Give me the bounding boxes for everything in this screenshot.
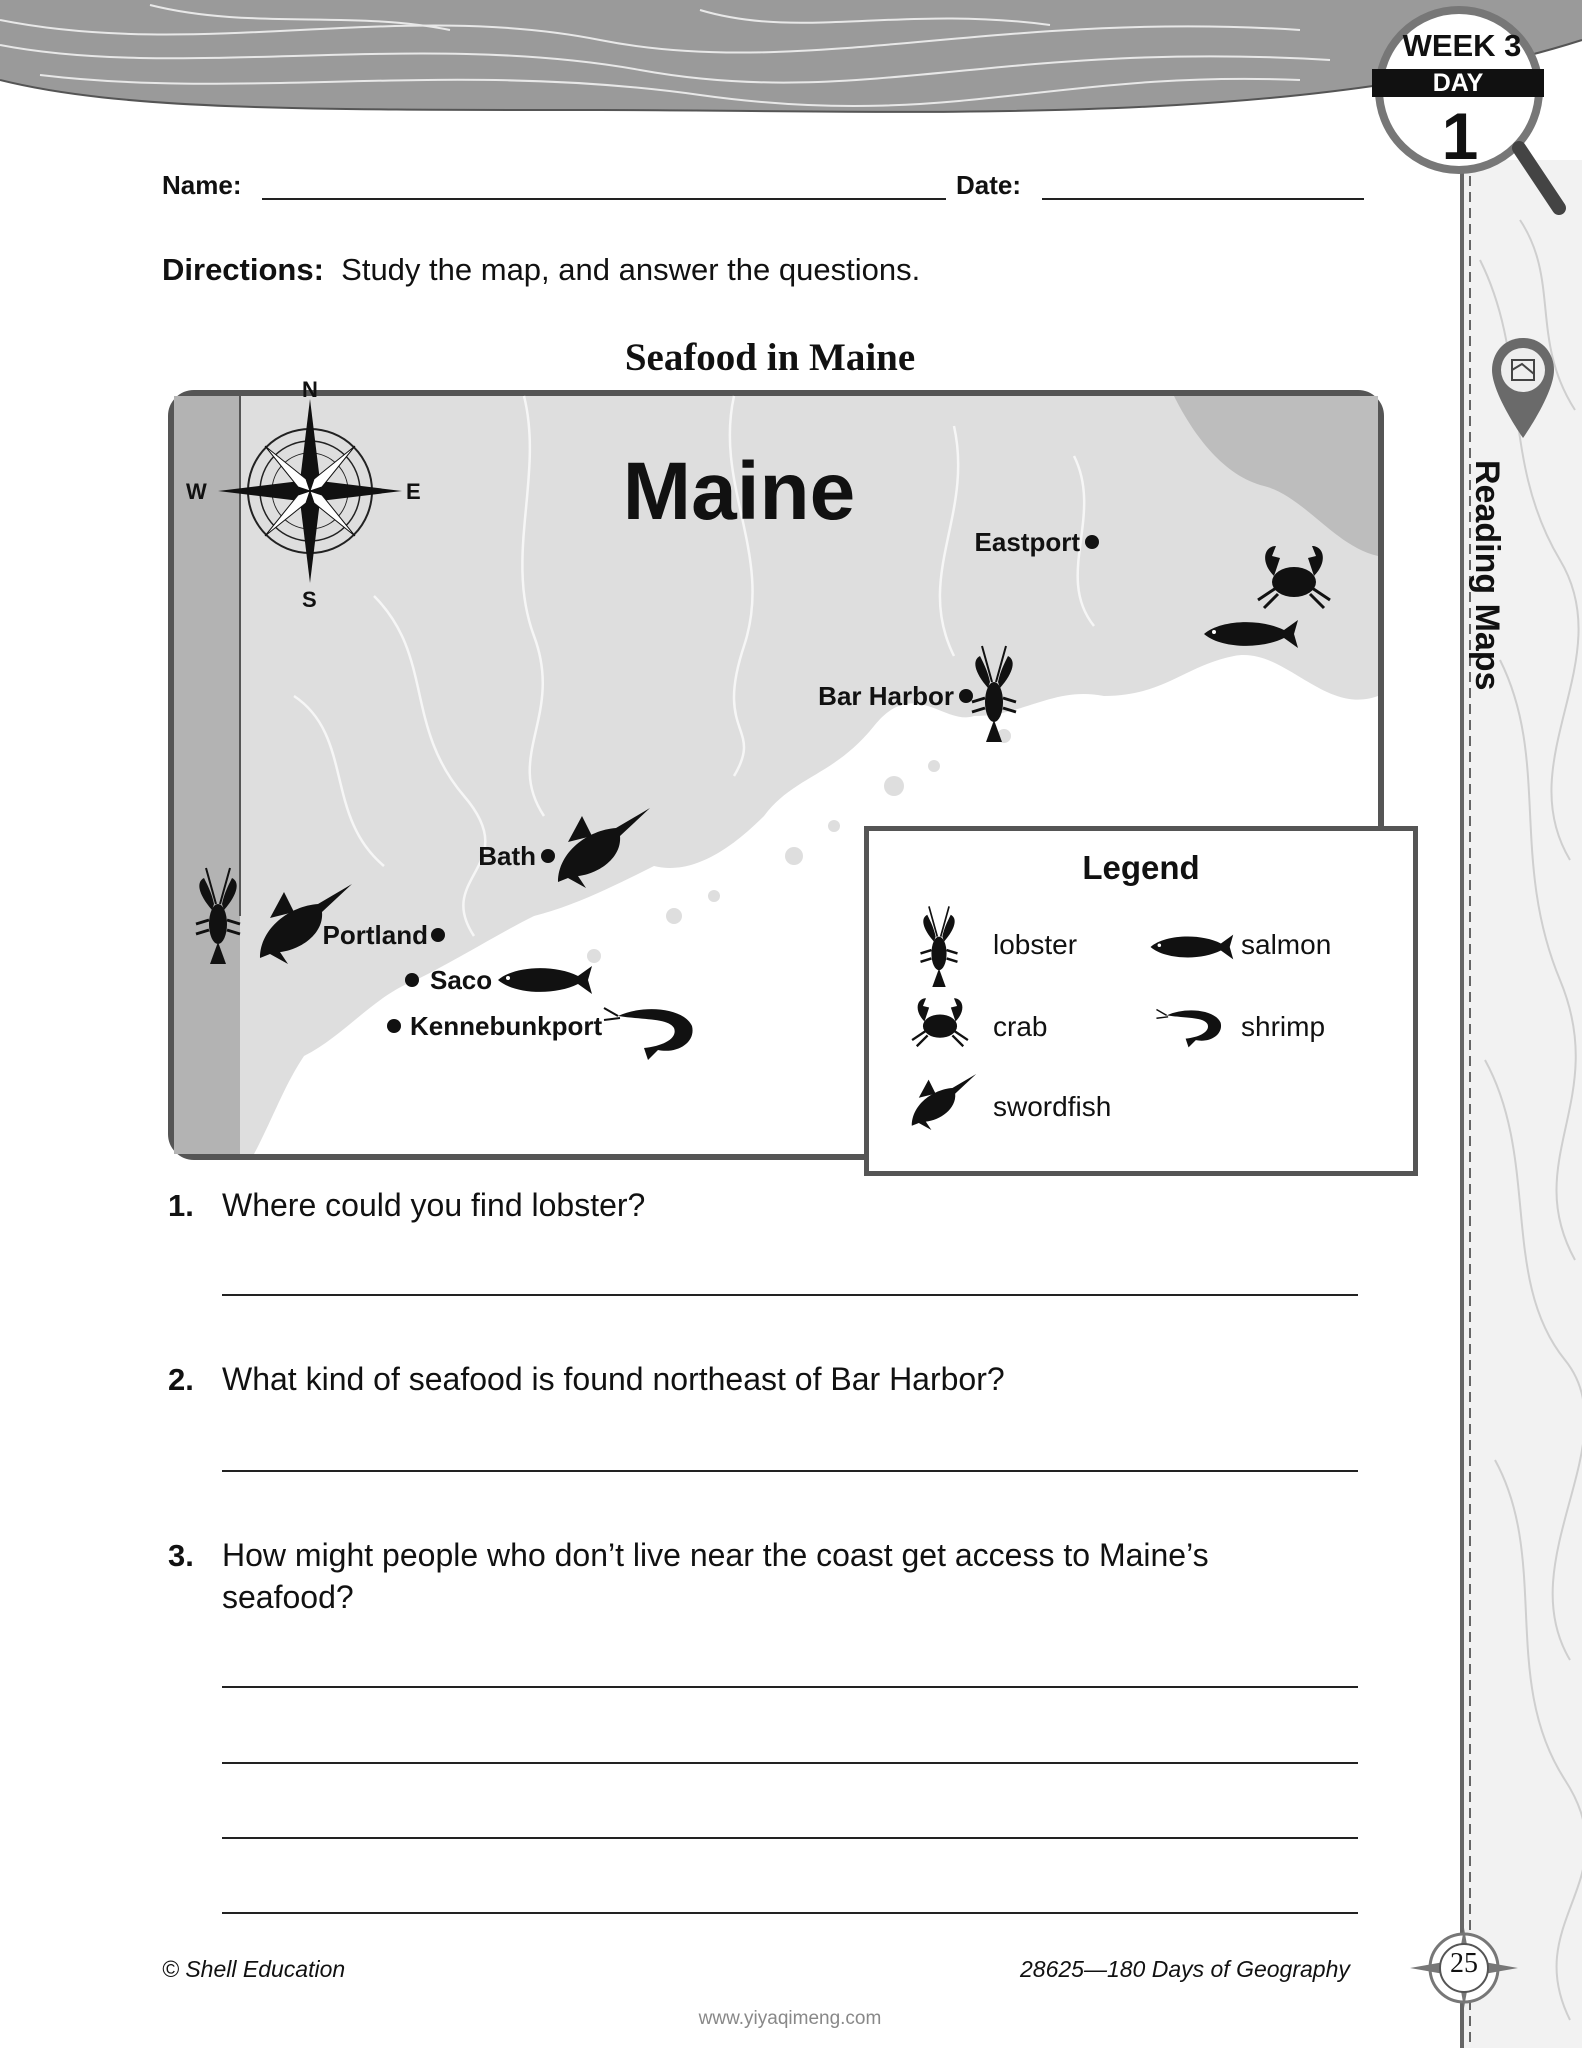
question-3-number: 3.	[168, 1538, 194, 1573]
copyright: © Shell Education	[162, 1956, 346, 1982]
page-number: 25	[1450, 1948, 1478, 1979]
map-pin-icon	[1488, 334, 1558, 444]
directions-text: Study the map, and answer the questions.	[341, 252, 921, 287]
legend-title: Legend	[1082, 849, 1200, 886]
bath-dot	[541, 849, 555, 863]
portland-label: Portland	[322, 920, 428, 950]
salmon-icon	[1147, 927, 1235, 967]
bar-harbor-dot	[959, 689, 973, 703]
kennebunkport-dot	[387, 1019, 401, 1033]
question-1-number: 1.	[168, 1188, 194, 1223]
compass-n: N	[302, 377, 318, 402]
answer-3-line-1[interactable]	[222, 1686, 1358, 1688]
city-kennebunkport	[387, 1011, 602, 1041]
date-field[interactable]	[1042, 198, 1364, 200]
eastport-dot	[1085, 535, 1099, 549]
legend-lobster: lobster	[993, 929, 1078, 960]
answer-2-line[interactable]	[222, 1470, 1358, 1472]
legend-salmon: salmon	[1241, 929, 1332, 960]
legend-swordfish: swordfish	[993, 1091, 1112, 1122]
kennebunkport-label: Kennebunkport	[410, 1011, 603, 1041]
question-2-number: 2.	[168, 1362, 194, 1397]
answer-3-line-2[interactable]	[222, 1762, 1358, 1764]
name-label: Name:	[162, 170, 242, 200]
eastport-label: Eastport	[974, 527, 1080, 557]
legend-shrimp: shrimp	[1241, 1011, 1326, 1042]
city-portland	[323, 920, 445, 950]
answer-3-line-3[interactable]	[222, 1837, 1358, 1839]
answer-3-line-4[interactable]	[222, 1912, 1358, 1914]
directions	[162, 252, 920, 288]
watermark: www.yiyaqimeng.com	[698, 2008, 882, 2029]
question-3-text: How might people who don’t live near the coast get access to Maine’s seafood?	[222, 1537, 1209, 1615]
name-field[interactable]	[262, 198, 946, 200]
compass-w: W	[186, 479, 207, 504]
bath-label: Bath	[478, 841, 536, 871]
compass-s: S	[302, 587, 317, 612]
saco-label: Saco	[430, 965, 493, 995]
saco-salmon-icon	[498, 966, 592, 994]
directions-label: Directions:	[162, 252, 324, 287]
day-label: DAY	[1372, 69, 1544, 97]
map-title: Seafood in Maine	[624, 336, 916, 379]
week-label: WEEK 3	[1402, 28, 1522, 63]
compass-e: E	[406, 479, 421, 504]
day-number: 1	[1441, 99, 1479, 173]
crab-icon	[909, 991, 971, 1055]
question-2-text: What kind of seafood is found northeast of Bar Harbor?	[222, 1361, 1005, 1397]
portland-dot	[431, 928, 445, 942]
swordfish-icon	[909, 1067, 979, 1137]
answer-1-line[interactable]	[222, 1294, 1358, 1296]
city-bar-harbor	[818, 681, 973, 711]
new-hampshire-area	[174, 396, 240, 1154]
map-legend	[864, 826, 1418, 1176]
kennebunkport-shrimp-icon	[604, 1008, 693, 1060]
bar-harbor-label: Bar Harbor	[818, 681, 954, 711]
shrimp-icon	[1155, 999, 1225, 1055]
book-title: 28625—180 Days of Geography	[1020, 1956, 1350, 1982]
date-label: Date:	[956, 170, 1022, 200]
section-title: Reading Maps	[1468, 460, 1506, 691]
legend-crab: crab	[993, 1011, 1048, 1042]
question-1-text: Where could you find lobster?	[222, 1187, 646, 1223]
lobster-icon	[909, 903, 969, 987]
saco-dot	[405, 973, 419, 987]
state-label: Maine	[622, 446, 856, 537]
